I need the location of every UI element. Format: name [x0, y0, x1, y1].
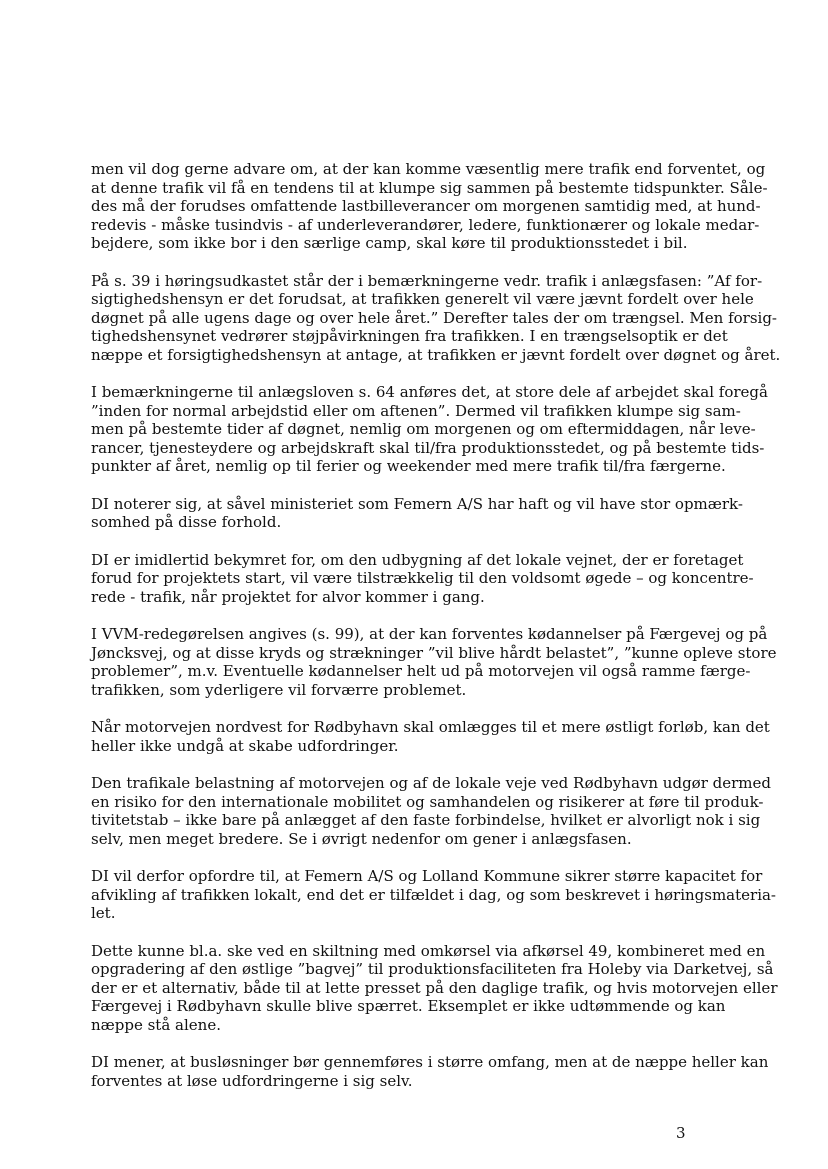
text-line: ”inden for normal arbejdstid eller om aftenen”. Dermed vil trafikken klumpe sig sam-: [91, 401, 741, 420]
text-line: tighedshensynet vedrører støjpåvirkningen fra trafikken. I en trængselsoptik er det: [91, 327, 728, 345]
paragraph: [91, 494, 743, 532]
paragraph: [91, 625, 777, 699]
text-line: en risiko for den internationale mobilitet og samhandelen og risikerer at føre til produk-: [91, 792, 764, 811]
text-line: DI er imidlertid bekymret for, om den udbygning af det lokale vejnet, der er foretaget: [91, 550, 744, 569]
text-line: des må der forudses omfattende lastbilleverancer om morgenen samtidig med, at hund-: [91, 197, 761, 215]
text-line: DI noterer sig, at såvel ministeriet som Femern A/S har haft og vil have stor opmærk-: [91, 494, 743, 513]
paragraph: [91, 550, 754, 607]
text-line: trafikken, som yderligere vil forværre problemet.: [91, 680, 467, 699]
text-line: let.: [91, 904, 116, 922]
text-line: sigtighedshensyn er det forudsat, at trafikken generelt vil være jævnt fordelt over hele: [91, 290, 754, 308]
text-line: punkter af året, nemlig op til ferier og weekender med mere trafik til/fra færgerne.: [91, 457, 726, 475]
text-line: tivitetstab – ikke bare på anlægget af den faste forbindelse, hvilket er alvorligt nok i sig: [91, 811, 761, 829]
text-line: rancer, tjenesteydere og arbejdskraft skal til/fra produktionsstedet, og på bestemte tids-: [91, 438, 765, 457]
text-line: bejdere, som ikke bor i den særlige camp, skal køre til produktionsstedet i bil.: [91, 234, 688, 252]
text-line: opgradering af den østlige ”bagvej” til produktionsfaciliteten fra Holeby via Darketvej, så: [91, 960, 774, 978]
paragraph: [91, 718, 770, 755]
text-line: forventes at løse udfordringerne i sig selv.: [91, 1071, 413, 1090]
text-line: I bemærkningerne til anlægsloven s. 64 anføres det, at store dele af arbejdet skal foregå: [91, 383, 768, 401]
paragraph: [91, 774, 771, 848]
text-line: næppe et forsigtighedshensyn at antage, at trafikken er jævnt fordelt over døgnet og året.: [91, 345, 781, 364]
text-line: Jøncksvej, og at disse kryds og strækninger ”vil blive hårdt belastet”, ”kunne opleve store: [91, 643, 777, 662]
text-line: somhed på disse forhold.: [91, 513, 282, 531]
text-line: Når motorvejen nordvest for Rødbyhavn skal omlægges til et mere østligt forløb, kan det: [91, 718, 770, 736]
text-line: Dette kunne bl.a. ske ved en skiltning med omkørsel via afkørsel 49, kombineret med en: [91, 941, 766, 960]
paragraph: [91, 271, 781, 365]
page-number: 3: [676, 1124, 686, 1142]
text-line: heller ikke undgå at skabe udfordringer.: [91, 736, 399, 755]
text-line: døgnet på alle ugens dage og over hele året.” Derefter tales der om trængsel. Men forsig-: [91, 308, 777, 327]
text-line: men på bestemte tider af døgnet, nemlig om morgenen og om eftermiddagen, når leve-: [91, 420, 756, 438]
text-line: I VVM-redegørelsen angives (s. 99), at der kan forventes kødannelser på Færgevej og på: [91, 625, 768, 643]
paragraph: [91, 160, 768, 253]
text-line: der er et alternativ, både til at lette presset på den daglige trafik, og hvis motorvejen eller: [91, 978, 778, 997]
text-line: DI mener, at busløsninger bør gennemføres i større omfang, men at de næppe heller kan: [91, 1053, 769, 1071]
text-line: rede - trafik, når projektet for alvor kommer i gang.: [91, 587, 485, 606]
paragraph: [91, 867, 777, 923]
text-line: På s. 39 i høringsudkastet står der i bemærkningerne vedr. trafik i anlægsfasen: ”Af for-: [91, 271, 763, 290]
text-line: afvikling af trafikken lokalt, end det er tilfældet i dag, og som beskrevet i høringsmateria-: [91, 885, 777, 904]
paragraph: [91, 941, 778, 1035]
text-line: problemer”, m.v. Eventuelle kødannelser helt ud på motorvejen vil også ramme færge-: [91, 662, 751, 680]
text-line: selv, men meget bredere. Se i øvrigt nedenfor om gener i anlægsfasen.: [91, 829, 632, 848]
body-text: [91, 160, 781, 1109]
text-line: DI vil derfor opfordre til, at Femern A/S og Lolland Kommune sikrer større kapacitet for: [91, 867, 763, 885]
text-line: næppe stå alene.: [91, 1015, 221, 1034]
text-line: men vil dog gerne advare om, at der kan komme væsentlig mere trafik end forventet, og: [91, 160, 766, 178]
paragraph: [91, 383, 768, 476]
text-line: Den trafikale belastning af motorvejen og af de lokale veje ved Rødbyhavn udgør dermed: [91, 774, 771, 792]
paragraph: [91, 1053, 769, 1090]
text-line: Færgevej i Rødbyhavn skulle blive spærret. Eksemplet er ikke udtømmende og kan: [91, 997, 726, 1015]
text-line: redevis - måske tusindvis - af underleverandører, ledere, funktionærer og lokale medar-: [91, 215, 760, 234]
text-line: at denne trafik vil få en tendens til at klumpe sig sammen på bestemte tidspunkter. Såle-: [91, 178, 768, 197]
text-line: forud for projektets start, vil være tilstrækkelig til den voldsomt øgede – og koncentre-: [91, 569, 754, 587]
